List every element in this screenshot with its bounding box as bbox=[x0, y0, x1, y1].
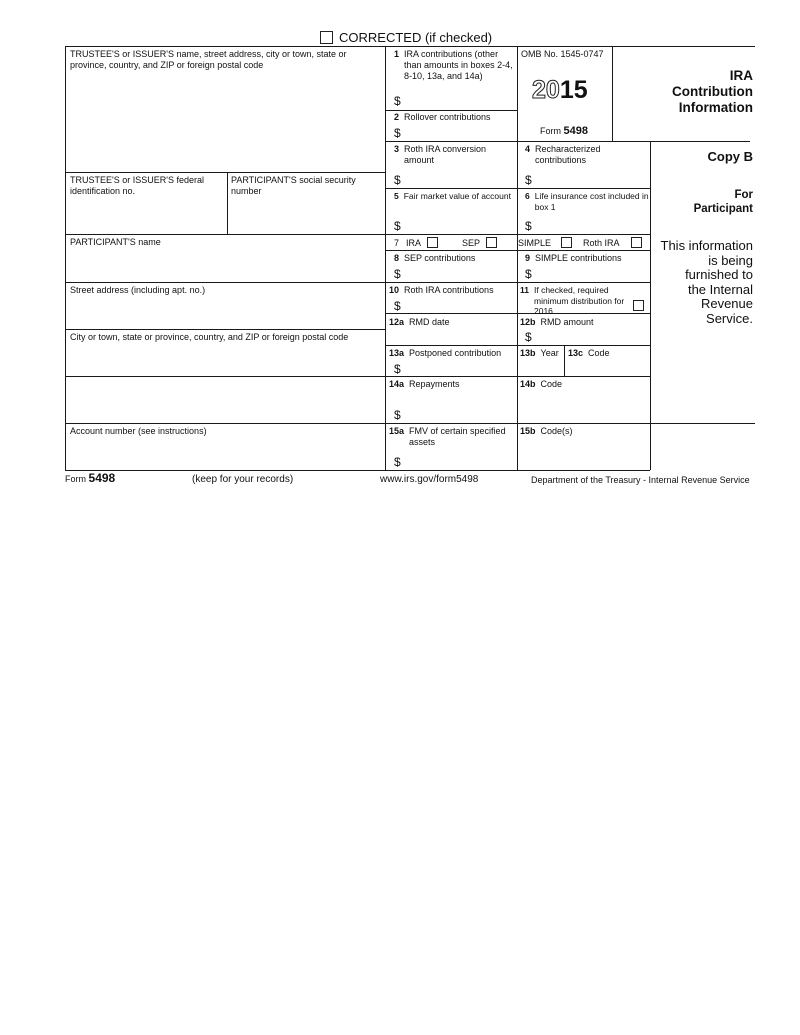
box3-dollar: $ bbox=[394, 173, 401, 187]
fedid-ssn-divider bbox=[227, 172, 228, 234]
form-title: IRA Contribution Information bbox=[672, 68, 753, 115]
participant-name-label: PARTICIPANT'S name bbox=[70, 237, 161, 247]
form-bottom-border bbox=[65, 470, 650, 471]
box6-label: 6 Life insurance cost included in box 1 bbox=[525, 191, 649, 212]
row-line bbox=[65, 423, 385, 424]
corrected-checkbox[interactable] bbox=[320, 31, 333, 44]
box13a-label: 13a Postponed contribution bbox=[389, 348, 502, 358]
tax-year: 2015 bbox=[532, 76, 588, 104]
box10-dollar: $ bbox=[394, 299, 401, 313]
row-line bbox=[65, 329, 385, 330]
box11-label: 11 If checked, required minimum distribution for 2016 bbox=[520, 285, 625, 316]
box4-label: 4 Recharacterized contributions bbox=[525, 144, 601, 165]
city-state-label: City or town, state or province, country, and ZIP or foreign postal code bbox=[70, 332, 349, 342]
form-top-border bbox=[65, 46, 755, 47]
box7-roth-label: Roth IRA bbox=[583, 238, 620, 248]
box7-roth-checkbox[interactable] bbox=[631, 237, 642, 248]
box5-dollar: $ bbox=[394, 219, 401, 233]
box3-label: 3 Roth IRA conversion amount bbox=[394, 144, 487, 165]
footer-url[interactable]: www.irs.gov/form5498 bbox=[380, 474, 479, 485]
footer-keep-records: (keep for your records) bbox=[192, 474, 294, 485]
box12b-label: 12b RMD amount bbox=[520, 317, 594, 327]
row-line bbox=[385, 282, 650, 283]
row-line bbox=[385, 188, 650, 189]
row-line bbox=[385, 250, 650, 251]
street-address-label: Street address (including apt. no.) bbox=[70, 285, 206, 295]
box10-label: 10 Roth IRA contributions bbox=[389, 285, 494, 295]
box5-label: 5 Fair market value of account bbox=[394, 191, 511, 201]
corrected-label: CORRECTED (if checked) bbox=[339, 30, 493, 45]
box14b-label: 14b Code bbox=[520, 379, 563, 389]
row-line bbox=[385, 110, 517, 111]
row-line bbox=[385, 345, 650, 346]
box9-dollar: $ bbox=[525, 267, 532, 281]
box15a-dollar: $ bbox=[394, 455, 401, 469]
box13b-label: 13b Year bbox=[520, 348, 559, 358]
box14a-dollar: $ bbox=[394, 408, 401, 422]
box13c-label: 13c Code bbox=[568, 348, 610, 358]
box7-simple-checkbox[interactable] bbox=[561, 237, 572, 248]
row-line bbox=[65, 376, 385, 377]
row-line bbox=[65, 172, 385, 173]
box7-number: 7 bbox=[394, 238, 400, 248]
box7-sep-label: SEP bbox=[462, 238, 481, 248]
box1-label: 1 IRA contributions (other than amounts in boxes 2-4, 8-10, 13a, and 14a) bbox=[394, 49, 513, 81]
box8-dollar: $ bbox=[394, 267, 401, 281]
participant-ssn-label: PARTICIPANT'S social security number bbox=[231, 175, 356, 196]
footer-form-number: Form 5498 bbox=[65, 471, 116, 485]
footer-department: Department of the Treasury - Internal Revenue Service bbox=[531, 475, 750, 485]
row-line bbox=[65, 234, 385, 235]
box8-label: 8 SEP contributions bbox=[394, 253, 476, 263]
box15a-label: 15a FMV of certain specified assets bbox=[389, 426, 506, 447]
box9-label: 9 SIMPLE contributions bbox=[525, 253, 622, 263]
box15b-label: 15b Code(s) bbox=[520, 426, 573, 436]
row-line bbox=[385, 423, 755, 424]
box6-dollar: $ bbox=[525, 219, 532, 233]
box7-ira-label: IRA bbox=[406, 238, 422, 248]
box14a-label: 14a Repayments bbox=[389, 379, 460, 389]
box2-label: 2 Rollover contributions bbox=[394, 112, 491, 122]
omb-number: OMB No. 1545-0747 bbox=[521, 49, 604, 59]
account-number-label: Account number (see instructions) bbox=[70, 426, 207, 436]
row-line bbox=[385, 234, 650, 235]
box4-dollar: $ bbox=[525, 173, 532, 187]
column-divider-middle bbox=[517, 46, 518, 470]
trustee-fed-id-label: TRUSTEE'S or ISSUER'S federal identification no. bbox=[70, 175, 204, 196]
box2-dollar: $ bbox=[394, 126, 401, 140]
box7-simple-label: SIMPLE bbox=[518, 238, 552, 248]
copy-label: Copy B bbox=[707, 149, 753, 164]
box1-dollar: $ bbox=[394, 94, 401, 108]
omb-divider bbox=[612, 46, 613, 141]
row-line bbox=[385, 376, 650, 377]
row-line bbox=[385, 141, 750, 142]
trustee-name-label: TRUSTEE'S or ISSUER'S name, street address, city or town, state or province, country, and ZIP or foreign postal code bbox=[70, 49, 347, 70]
box12a-label: 12a RMD date bbox=[389, 317, 450, 327]
omb-form-number: Form 5498 bbox=[540, 125, 588, 137]
box12b-dollar: $ bbox=[525, 330, 532, 344]
box13b-13c-divider bbox=[564, 345, 565, 376]
box11-checkbox[interactable] bbox=[633, 300, 644, 311]
box13a-dollar: $ bbox=[394, 362, 401, 376]
box7-ira-checkbox[interactable] bbox=[427, 237, 438, 248]
row-line bbox=[65, 282, 385, 283]
form-left-border bbox=[65, 46, 66, 470]
irs-notice: This information is being furnished to the Internal Revenue Service. bbox=[660, 238, 753, 326]
copy-recipient: For Participant bbox=[693, 189, 753, 215]
box7-sep-checkbox[interactable] bbox=[486, 237, 497, 248]
